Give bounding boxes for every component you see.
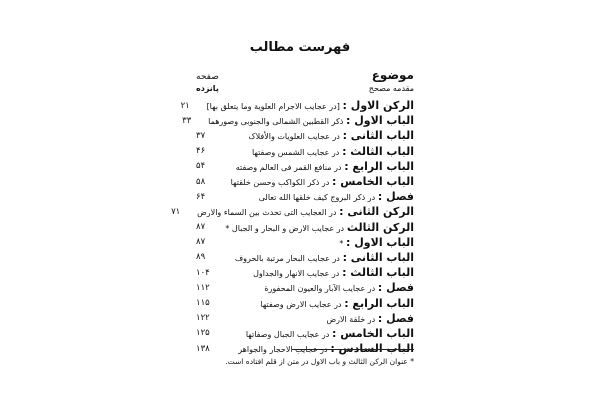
entry-heading: الرکن الثالث [346,220,414,234]
entry-page-number: ۴۶ [196,146,206,157]
entry-page-number: ۶۴ [196,191,206,202]
entry-text: ذکر القطبین الشمالی والجنوبی وصورهما [208,117,344,127]
footnote-rule [292,349,414,350]
entry-text: در عجایب الارض و البحار و الجبال * [225,223,345,233]
entry-text: * [339,238,344,248]
entry-heading: الباب الاول : [346,114,414,128]
entry-text: در عجایب الاحجار والجواهر [238,345,328,355]
entry-page-number: ۵۸ [196,176,206,187]
toc-entry [196,174,414,189]
entry-text: در عجایب الارض وصفتها [260,299,342,309]
entry-title [339,236,414,249]
entry-page-number: ۸۹ [196,252,206,263]
entry-heading: الباب الاول : [346,235,414,249]
entry-title [197,205,414,218]
entry-title [236,160,414,173]
toc-entry [196,295,414,310]
entry-page-number: ۱۳۸ [196,343,210,354]
entry-page-number: ۱۱۲ [196,282,210,293]
entry-heading: الباب الثانی : [342,129,414,143]
intro-label: مقدمه مصحح [368,84,414,93]
entry-heading: الباب الخامس : [332,326,414,340]
intro-row [196,84,414,93]
toc-entry [196,265,414,280]
entry-title [235,251,414,264]
toc-entry [171,204,414,219]
entry-title [208,114,414,127]
toc-entry [196,235,414,250]
entry-heading: فصل : [377,190,414,204]
entry-text: در العجایب التی تحدث بین السماء والارض [197,208,337,218]
entry-title [225,221,414,234]
toc-entry [196,280,414,295]
entry-title [252,145,414,158]
entry-heading: الباب الرابع : [344,159,414,173]
entry-page-number: ۱۰۴ [196,267,210,278]
toc-entry [196,189,414,204]
entry-heading: فصل : [377,311,414,325]
page-column-label: صفحه [196,72,219,82]
entry-heading: الباب السادس : [330,342,414,356]
entry-text: در عجایب البحار مرتبة بالحروف [234,253,340,263]
entry-page-number: ۸۷ [196,222,206,233]
entry-title [259,190,414,203]
entry-text: در ذکر الکواکب وحسن خلقتها [230,178,330,188]
page-title: فهرست مطالب [249,40,351,55]
entry-heading: الباب الثالث : [342,266,414,280]
toc-entry [196,128,414,143]
entry-heading: الرکن الثانی : [339,205,414,219]
toc-entry [196,326,414,341]
entry-text: در عجایب الآبار والعیون المحفورة [264,284,376,294]
entry-text: [در عجایب الاجرام العلویة وما یتعلق بها] [206,102,340,112]
entry-title [207,99,414,112]
intro-page: پانزده [196,84,219,93]
entry-heading: الباب الثانی : [342,250,414,264]
entry-page-number: ۱۱۵ [196,298,210,309]
footnote: * عنوان الرکن الثالث و باب الاول در متن از قلم افتاده است. [225,357,414,366]
toc-entry [196,220,414,235]
column-headers [196,68,414,82]
entry-title [253,266,414,279]
entry-title [264,281,414,294]
toc-entry [196,250,414,265]
toc-entry [196,159,414,174]
entry-heading: الباب الرابع : [344,296,414,310]
entry-title [326,312,414,325]
entry-page-number: ۱۲۲ [196,313,210,324]
entry-text: در عجایب الجبال وصفاتها [245,329,330,339]
toc-entry [196,144,414,159]
entry-text: در عجایب الشمس وصفتها [251,147,340,157]
entry-heading: الباب الثالث : [342,144,414,158]
entry-heading: فصل : [377,281,414,295]
entry-title [231,175,414,188]
entry-title [260,297,414,310]
entry-title [246,327,414,340]
entry-heading: الباب الخامس : [332,175,414,189]
entry-title [248,129,414,142]
entry-page-number: ۳۷ [196,130,206,141]
entry-text: در خلقة الارض [326,314,376,324]
topic-column-label: موضوع [371,68,414,82]
toc-entry [182,113,414,128]
entry-heading: الرکن الاول : [342,99,414,113]
entry-text: در عجایب الانهار والجداول [253,269,340,279]
entry-text: در ذکر البروج کیف خلقها الله تعالی [258,193,376,203]
toc-entry [196,311,414,326]
entry-text: در منافع القمر فی العالم وصفته [235,162,342,172]
entry-text: در عجایب العلویات والأفلاک [248,132,340,142]
entry-page-number: ۷۱ [171,206,181,217]
entry-page-number: ۸۷ [196,237,206,248]
entry-page-number: ۳۳ [182,115,192,126]
entry-page-number: ۲۱ [180,100,190,111]
toc-entry [180,98,414,113]
entry-page-number: ۱۲۵ [196,328,210,339]
toc-entries [171,98,414,356]
entry-page-number: ۵۴ [196,161,206,172]
